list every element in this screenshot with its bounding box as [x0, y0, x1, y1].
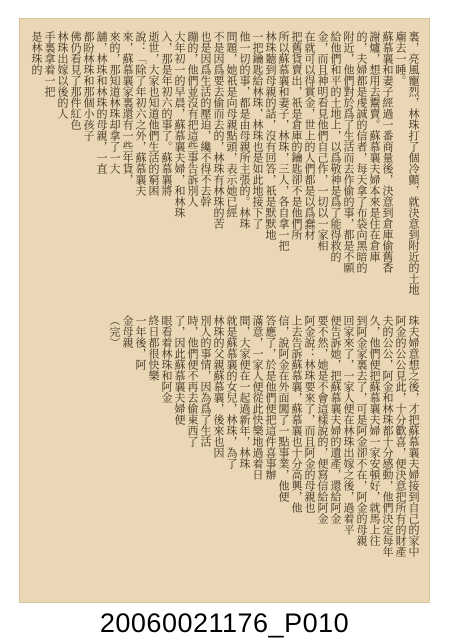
text-column: 在就可以得賞金，世上的人們都是以爲蠢材	[303, 31, 316, 240]
text-column: 蘇慕襄和妻子經過一番商量後，決意到倉庫偷舊香	[381, 31, 394, 273]
text-column: 上去告訴蘇慕襄，蘇慕襄也十分高興，他	[290, 315, 303, 513]
text-column: 回家來了，一家人便在林珠出嫁之後，過着平	[342, 315, 355, 535]
text-column: 給他們和平的土地上，以爲敬神是爲了能得救的	[329, 31, 342, 262]
text-column: 滿意，一家人便從此快樂地過着日	[251, 315, 264, 480]
text-column: 附近，他們對於爲了生活而去作偷的事，都是不願	[342, 31, 355, 273]
text-column: 林珠聽到母親的話，沒有回答，祇是默默地	[264, 31, 277, 240]
text-column: 一年後，阿	[134, 315, 147, 370]
scanned-page	[19, 18, 430, 603]
text-column: 舖，林珠和林珠的母親，一直	[95, 31, 108, 174]
text-column: 手裏拿着一把	[43, 31, 56, 97]
text-column: 是林珠的	[30, 31, 43, 75]
text-column: 林珠出嫁以後的人	[56, 31, 69, 119]
text-column: 來，蘇慕襄家裏還有一些年貨，	[121, 31, 134, 185]
text-column: （完）	[108, 315, 121, 348]
text-column: 廟去一睡。	[394, 31, 407, 86]
text-column: 謝爐，想用去鬻賣。蘇慕襄夫婦本來是住在倉庫	[368, 31, 381, 262]
text-column: 時，他們便不再去偷東西了	[186, 315, 199, 447]
text-column: 蹦的，他們並沒有把這些事告訴別人	[186, 31, 199, 207]
text-column: 終日都很快樂	[147, 315, 160, 381]
text-column: 把舊貨賣出，祇是倉庫的鑰匙卻不是他們所	[290, 31, 303, 240]
text-column: 問題，她祇是向母親點頭，表示她已經	[225, 31, 238, 218]
text-column: 不是因爲要去偷而去的，林珠有林珠的苦	[212, 31, 225, 229]
text-column: 都盼林珠和那個小孩子	[82, 31, 95, 141]
text-column: 要不然，她是不會這樣說的，便寫信給阿金	[316, 315, 329, 524]
text-column: 佛仍看見了那件紅色	[69, 31, 82, 130]
text-column: 就是蘇慕襄的女兒，林珠，為了	[225, 315, 238, 469]
text-column: 阿金說：林珠要來了，而且阿金的母親也	[303, 315, 316, 513]
text-column: 信，說阿金在外面闖了一點事業，他便	[277, 315, 290, 502]
text-column: 他一切的事，都是由母親所主張的。林珠	[238, 31, 251, 229]
text-column: 大年初一的早晨，蘇慕襄夫婦，和林珠	[173, 31, 186, 218]
text-column: 金母親	[121, 315, 134, 348]
text-column: 林珠的父親蘇慕襄，後來也因	[212, 315, 225, 458]
text-column: 也是因爲生活的壓迫，纔不得不去幹	[199, 31, 212, 207]
text-column: 的，夫婦都是虔誠的信者，每天拿了布袋向黑暗的	[355, 31, 368, 273]
text-column: 裏，亮風寵烈，林珠打了個冷顫，就決意到附近的土地	[407, 31, 420, 295]
text-column: 入，那是年初六的事了。蘇慕襄將	[160, 31, 173, 196]
text-column: 便告訴她，把蘇慕襄夫婦的遺產，還給阿金	[329, 315, 342, 524]
text-column: 了，因此蘇慕襄夫婦便	[173, 315, 186, 425]
text-column: 到阿金家裏去了，可是阿金卻不在，阿金的母親	[355, 315, 368, 546]
text-column: 一把鑰匙給林珠，林珠也是如此地接下了	[251, 31, 264, 229]
text-column: 別人的事情，因為爲了生活	[199, 315, 212, 447]
text-column: 夫的公公，阿金和林珠都十分感動，他們決定每年	[381, 315, 394, 557]
text-column: 阿金的公公見此，十分歡喜，便決意把所有的財產	[394, 315, 407, 557]
text-column: 珠夫婦意想之後，才把蘇慕襄夫婦接到自己的家中	[407, 315, 420, 557]
text-column: 答應了，於是他們便把這件喜事辦	[264, 315, 277, 480]
text-column: 來的，那知道林珠却拿了一大	[108, 31, 121, 174]
text-column: 逝世，大家也知道他們生活的窮困	[147, 31, 160, 196]
text-column: 所以蘇慕襄和妻子，林珠，三人，各自拿一把	[277, 31, 290, 251]
text-column: 眼看着林珠和阿金	[160, 315, 173, 403]
text-column: 間，大家便在一起過新年，林珠	[238, 315, 251, 469]
text-column: 說：「除了年初六之外，蘇慕襄夫	[134, 31, 147, 196]
archive-id-label: 20060021176_P010	[99, 607, 350, 638]
text-column: 金，而且神明看見他們自己作，一切以一家相	[316, 31, 329, 251]
text-column: 久，他們便把蘇慕襄夫婦一家安頓好，就馬上往	[368, 315, 381, 546]
